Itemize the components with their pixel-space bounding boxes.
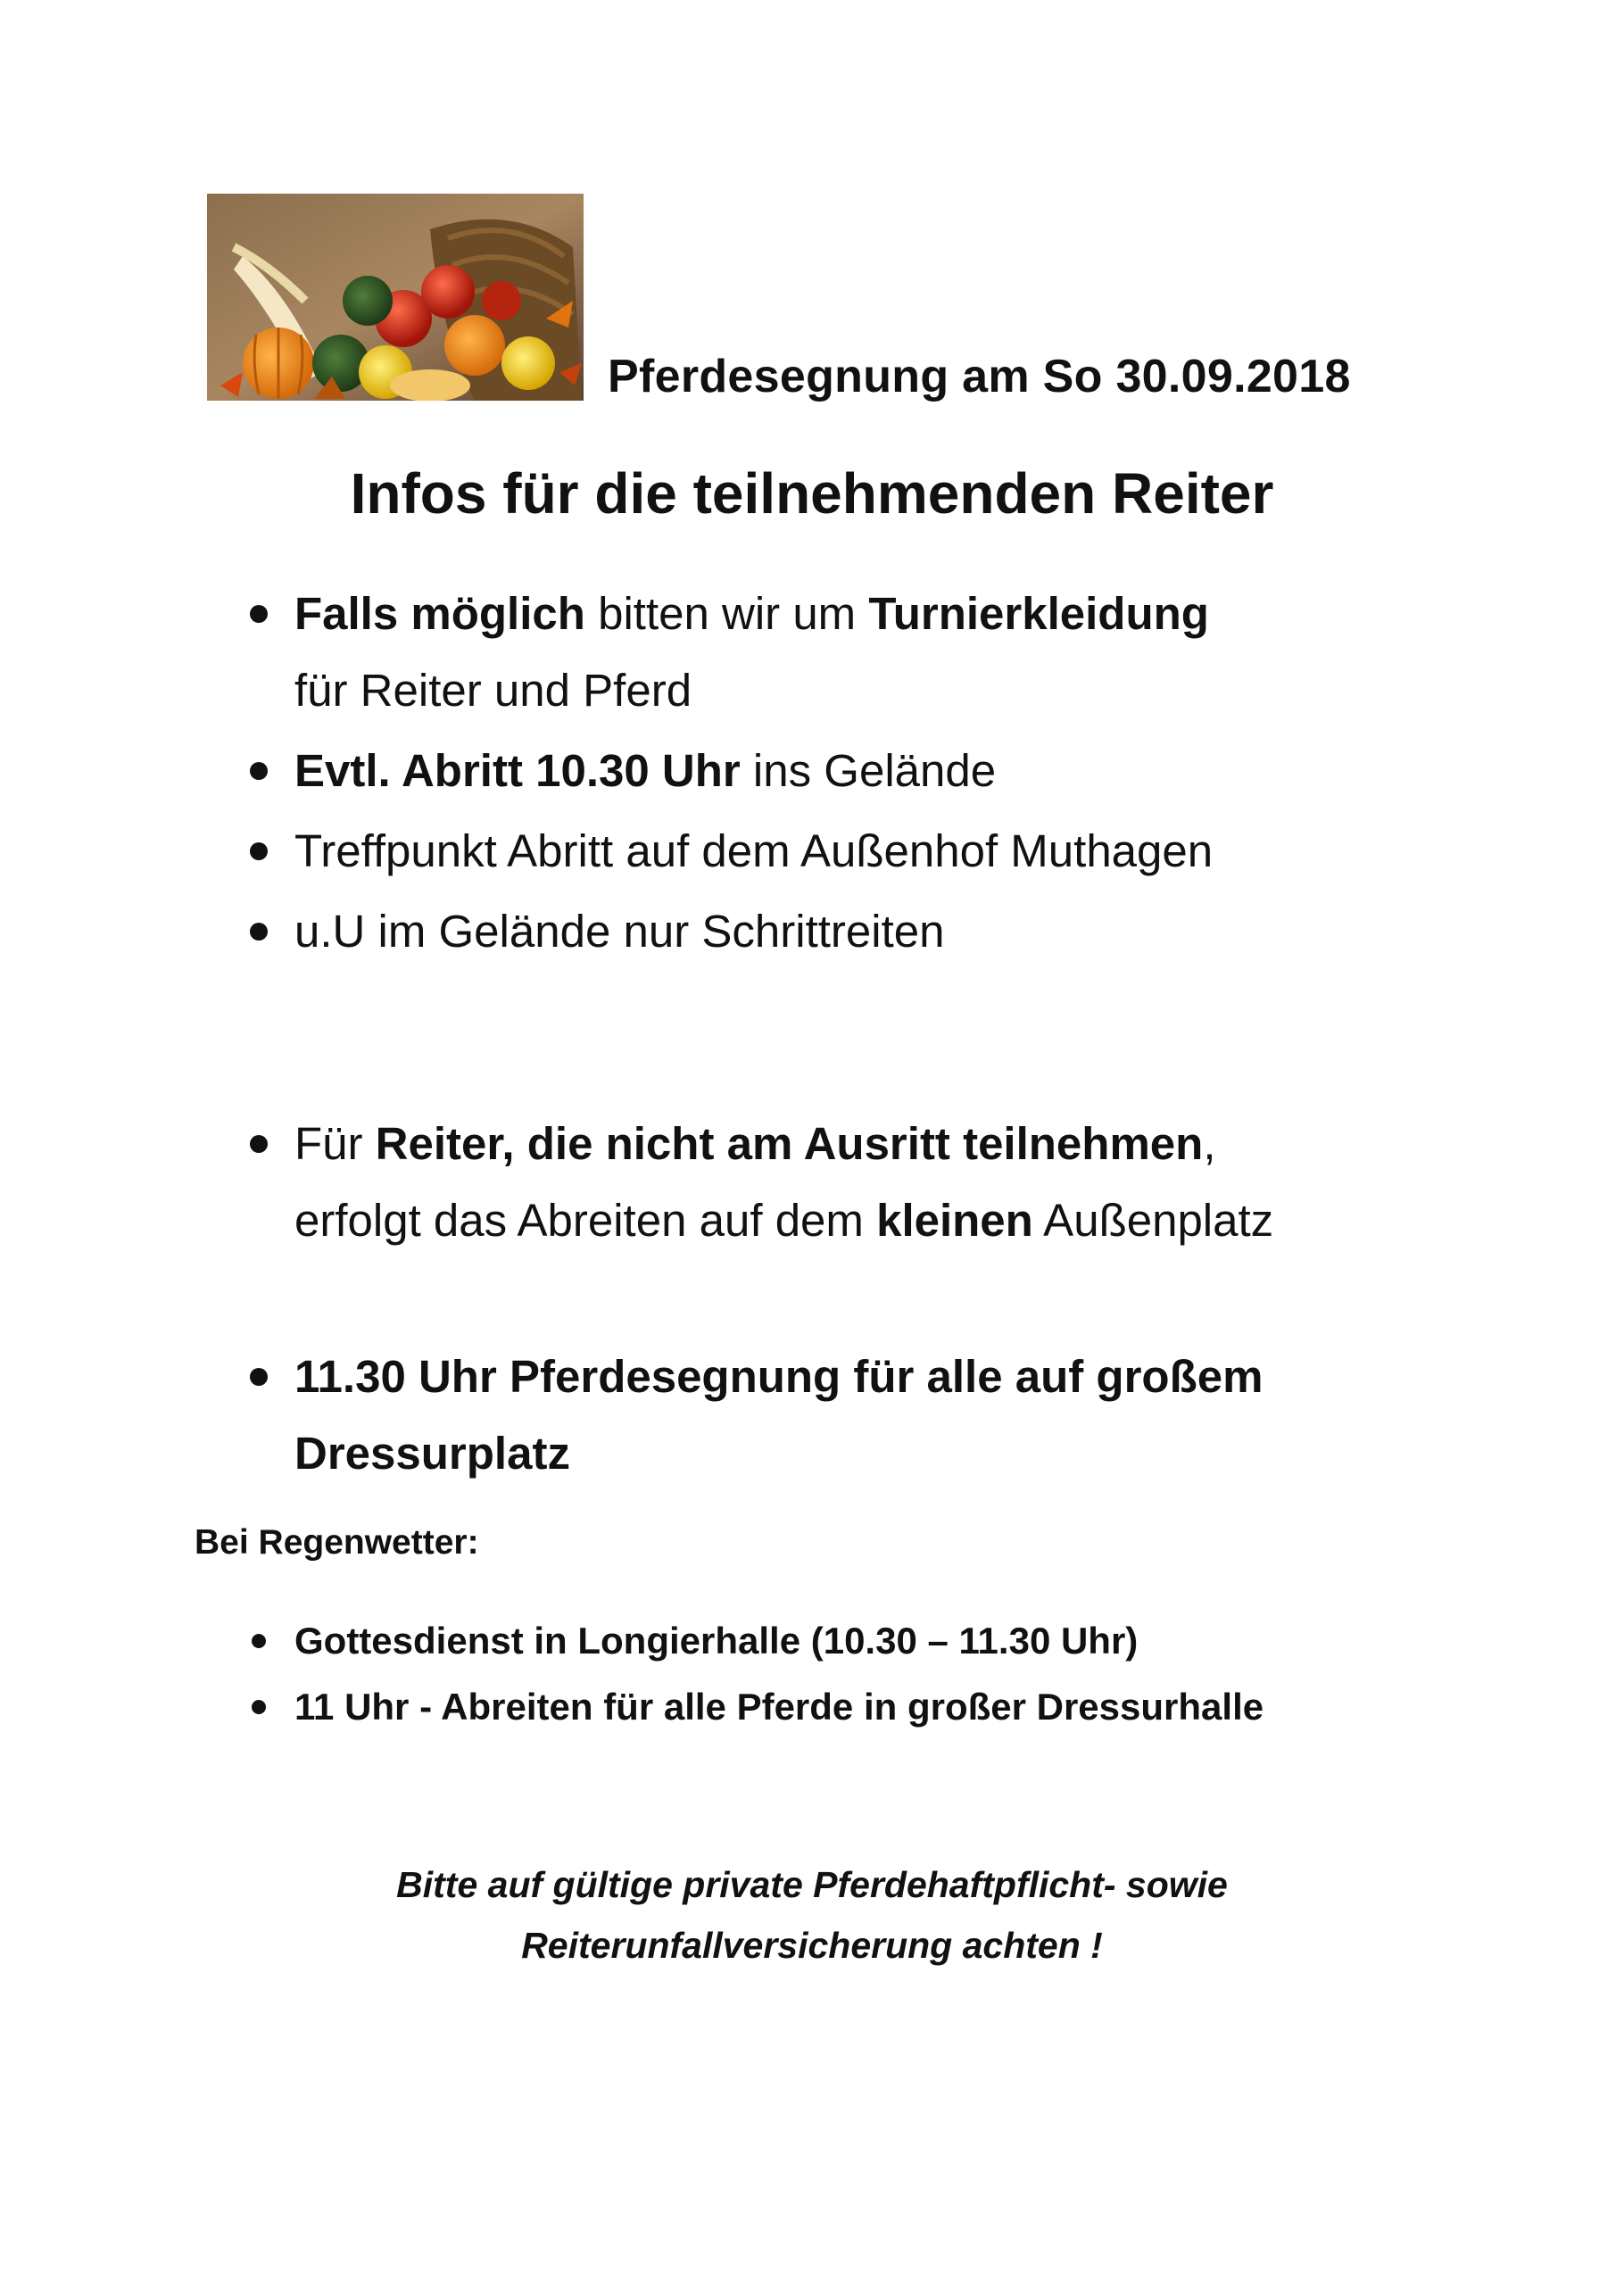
harvest-cornucopia-image [207,194,584,401]
list-item [294,575,1209,653]
item-bold-text: kleinen [876,1195,1033,1246]
list-item [294,732,996,810]
rain-list-item: Gottesdienst in Longierhalle (10.30 – 11.30 Uhr) [294,1620,1139,1662]
item-bold-text: Turnierkleidung [868,588,1209,639]
list-item-continuation: für Reiter und Pferd [294,665,692,716]
list-item-continuation: Dressurplatz [294,1428,570,1479]
list-item [294,1105,1215,1183]
insurance-notice-line: Bitte auf gültige private Pferdehaftpflicht- sowie [396,1864,1228,1905]
item-text: Außenplatz [1032,1195,1274,1246]
item-text: Für [294,1118,376,1169]
item-text: erfolgt das Abreiten auf dem [294,1195,877,1246]
item-bold-text: Falls möglich [294,588,585,639]
item-text: ins Gelände [740,745,997,796]
page-heading: Infos für die teilnehmenden Reiter [350,461,1274,526]
rain-list-item: 11 Uhr - Abreiten für alle Pferde in großer Dressurhalle [294,1686,1264,1728]
bullet-dot [252,1634,266,1648]
list-item: 11.30 Uhr Pferdesegnung für alle auf großem [294,1351,1264,1402]
event-title: Pferdesegnung am So 30.09.2018 [608,351,1351,402]
rain-section-title: Bei Regenwetter: [195,1523,479,1562]
item-text: bitten wir um [584,588,869,639]
list-item: Treffpunkt Abritt auf dem Außenhof Muthagen [294,825,1214,876]
item-bold-text: Reiter, die nicht am Ausritt teilnehmen [375,1118,1204,1169]
bullet-dot [250,842,268,860]
insurance-notice-line: Reiterunfallversicherung achten ! [521,1925,1103,1966]
bullet-dot [252,1700,266,1714]
bullet-dot [250,923,268,941]
list-item: u.U im Gelände nur Schrittreiten [294,906,945,957]
bullet-dot [250,1135,268,1153]
bullet-dot [250,1368,268,1386]
bullet-dot [250,762,268,780]
item-text: , [1203,1118,1216,1169]
list-item-continuation [294,1181,1273,1260]
bullet-dot [250,605,268,623]
item-bold-text: Evtl. Abritt 10.30 Uhr [294,745,741,796]
